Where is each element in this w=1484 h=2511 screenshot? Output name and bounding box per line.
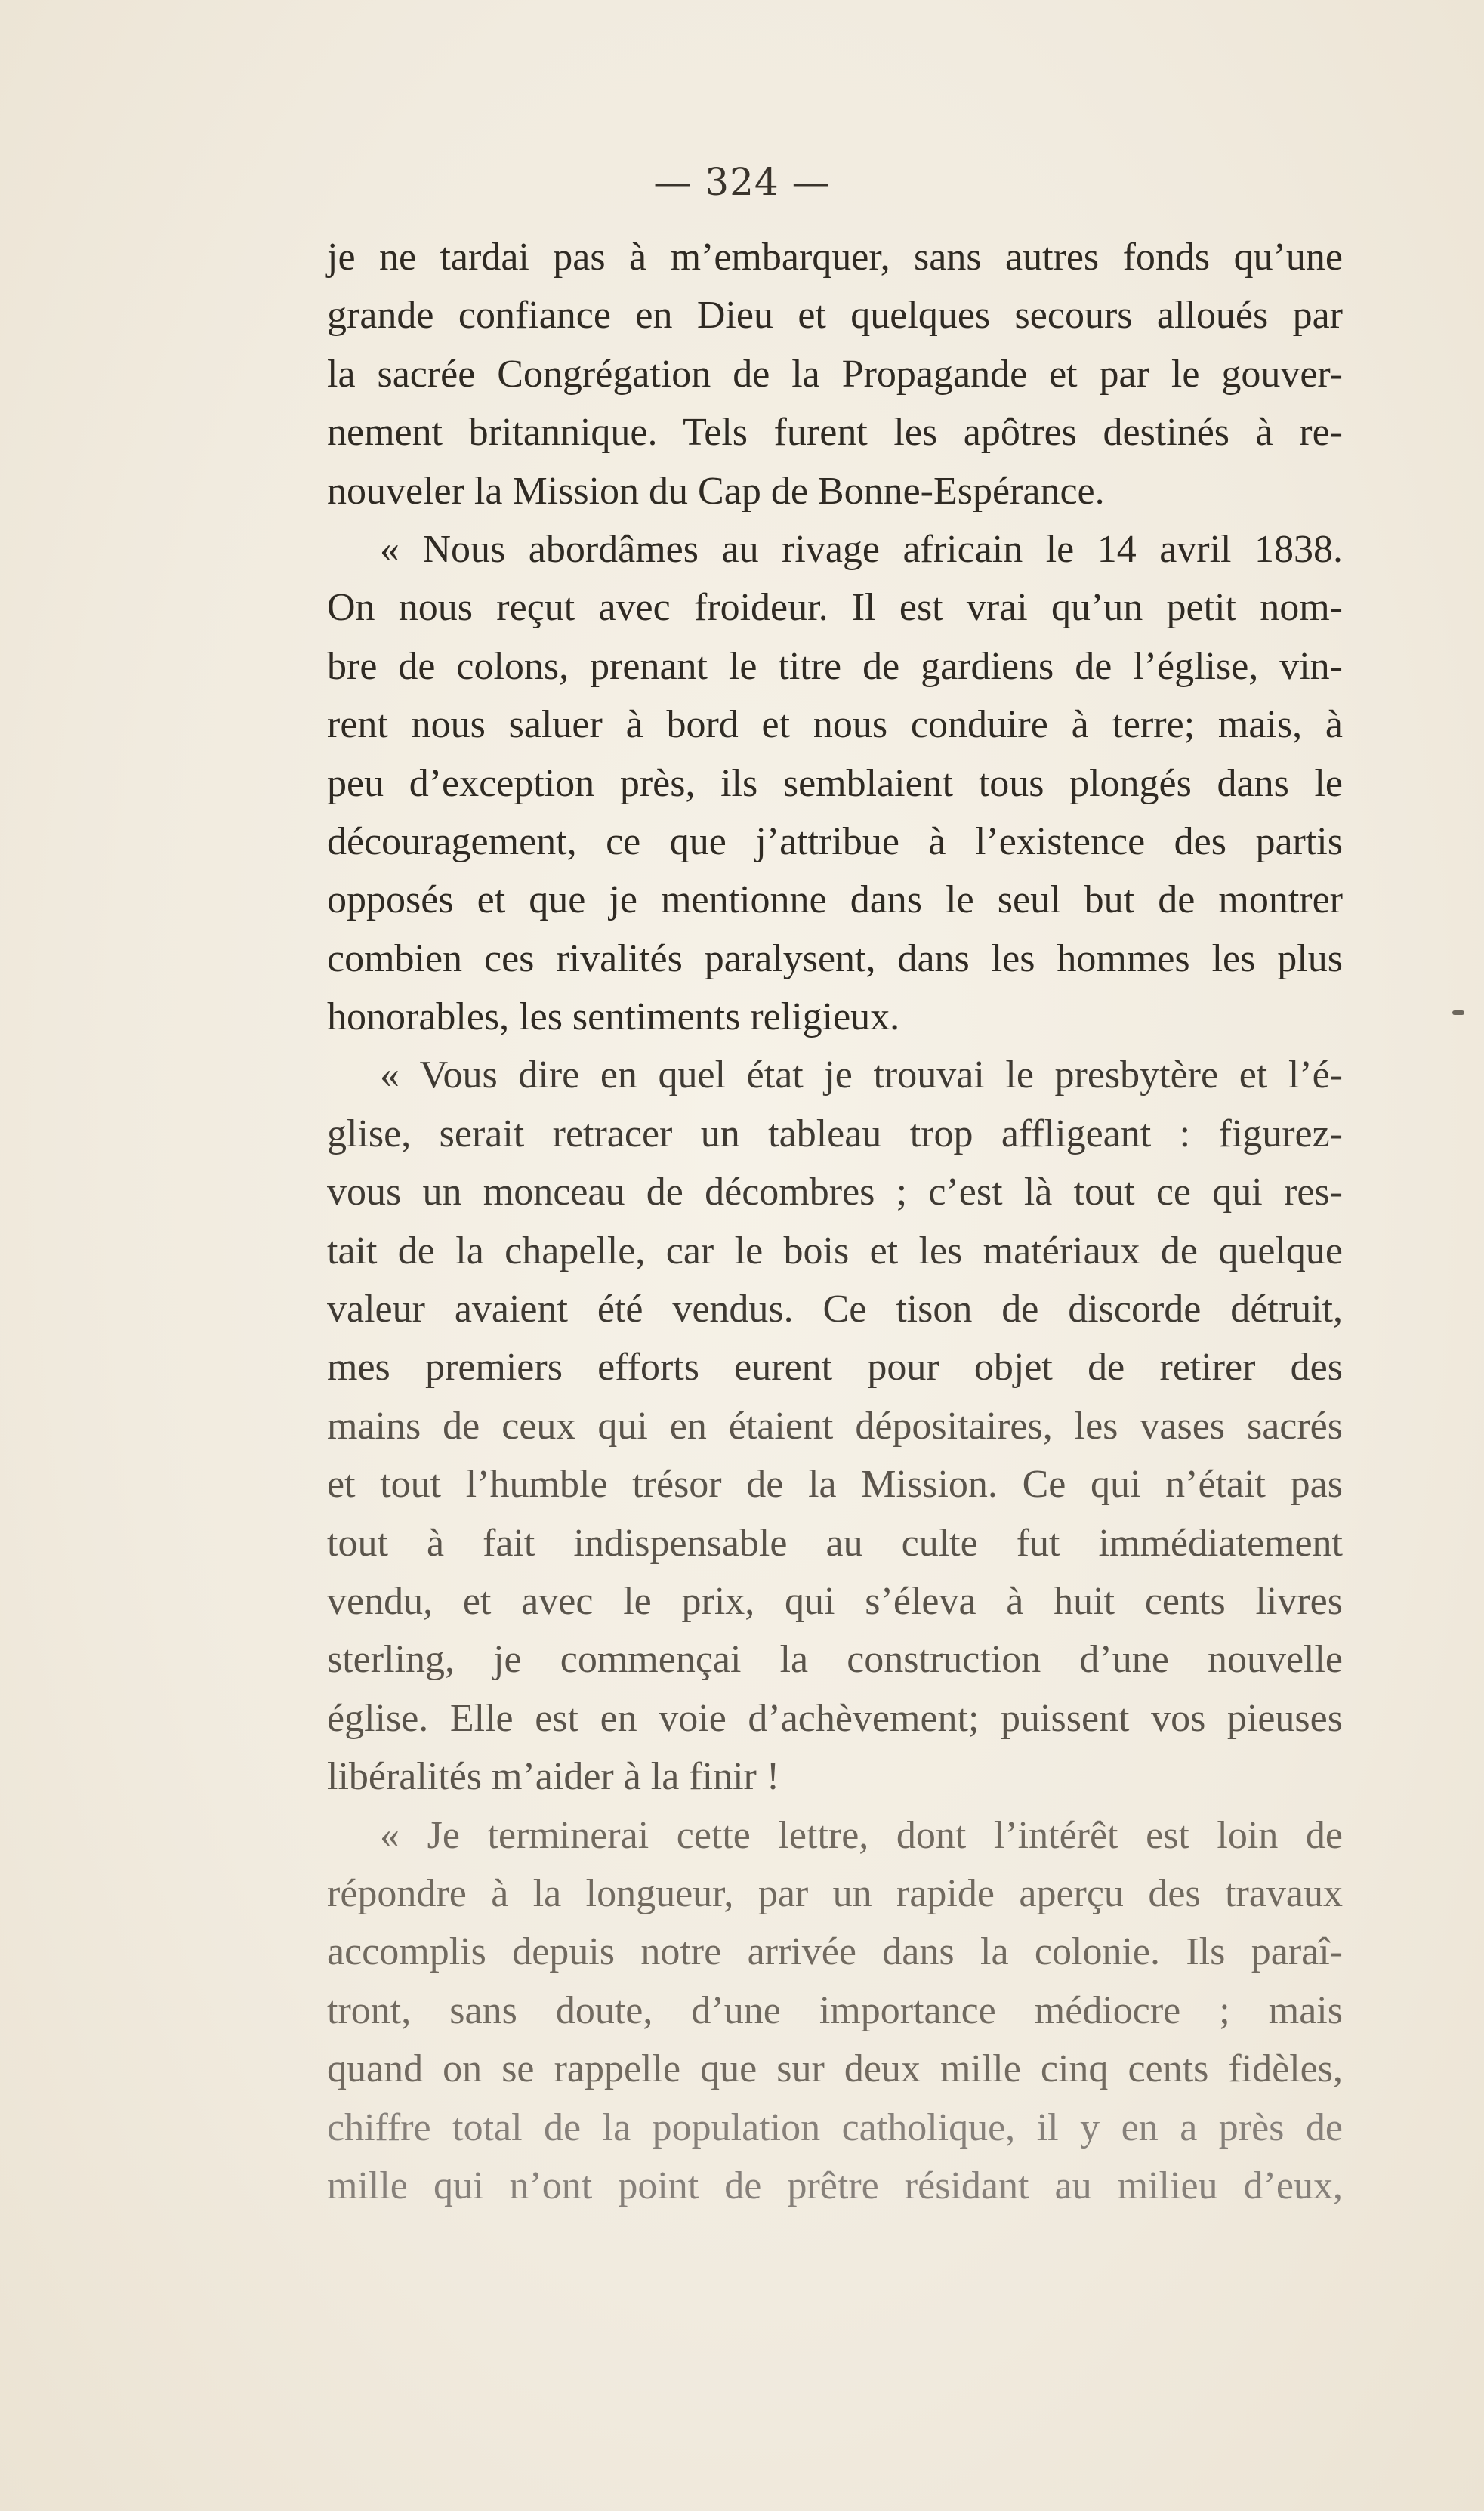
text-line: tout à fait indispensable au culte fut immédiatement bbox=[327, 1521, 1343, 1565]
text-line: grande confiance en Dieu et quelques secours alloués par bbox=[327, 294, 1343, 338]
text-line: sterling, je commençai la construction d’une nouvelle bbox=[327, 1638, 1343, 1682]
text-line: valeur avaient été vendus. Ce tison de discorde détruit, bbox=[327, 1288, 1343, 1331]
text-line: vendu, et avec le prix, qui s’éleva à huit cents livres bbox=[327, 1579, 1343, 1623]
text-line: tait de la chapelle, car le bois et les matériaux de quelque bbox=[327, 1229, 1343, 1272]
text-line: libéralités m’aider à la finir ! bbox=[327, 1755, 780, 1799]
text-line: « Nous abordâmes au rivage africain le 14 avril 1838. bbox=[380, 527, 1343, 571]
text-line: église. Elle est en voie d’achèvement; puissent vos pieuses bbox=[327, 1696, 1343, 1740]
body-text bbox=[327, 228, 1343, 2215]
text-line: quand on se rappelle que sur deux mille cinq cents fidèles, bbox=[327, 2047, 1343, 2091]
text-line: et tout l’humble trésor de la Mission. Ce qui n’était pas bbox=[327, 1463, 1343, 1507]
text-line: peu d’exception près, ils semblaient tous plongés dans le bbox=[327, 761, 1343, 805]
text-line: mille qui n’ont point de prêtre résidant au milieu d’eux, bbox=[327, 2164, 1343, 2207]
text-line: bre de colons, prenant le titre de gardiens de l’église, vin- bbox=[327, 644, 1343, 688]
text-line: « Je terminerai cette lettre, dont l’intérêt est loin de bbox=[380, 1813, 1343, 1857]
text-line: rent nous saluer à bord et nous conduire à terre; mais, à bbox=[327, 703, 1343, 747]
text-line: tront, sans doute, d’une importance médiocre ; mais bbox=[327, 1988, 1343, 2032]
margin-ink-mark bbox=[1452, 1010, 1464, 1015]
text-line: glise, serait retracer un tableau trop affligeant : figurez- bbox=[327, 1112, 1343, 1155]
text-line: combien ces rivalités paralysent, dans les hommes les plus bbox=[327, 936, 1343, 980]
text-line: mains de ceux qui en étaient dépositaires, les vases sacrés bbox=[327, 1404, 1343, 1448]
text-line: vous un monceau de décombres ; c’est là tout ce qui res- bbox=[327, 1171, 1343, 1214]
text-line: découragement, ce que j’attribue à l’existence des partis bbox=[327, 819, 1343, 863]
text-line: chiffre total de la population catholique, il y en a près de bbox=[327, 2105, 1343, 2149]
text-line: honorables, les sentiments religieux. bbox=[327, 995, 900, 1039]
text-line: nouveler la Mission du Cap de Bonne-Espérance. bbox=[327, 469, 1105, 513]
text-line: opposés et que je mentionne dans le seul but de montrer bbox=[327, 878, 1343, 922]
text-line: On nous reçut avec froideur. Il est vrai qu’un petit nom- bbox=[327, 586, 1343, 630]
text-line: accomplis depuis notre arrivée dans la colonie. Ils paraî- bbox=[327, 1930, 1343, 1974]
text-line: mes premiers efforts eurent pour objet de retirer des bbox=[327, 1346, 1343, 1390]
text-line: nement britannique. Tels furent les apôtres destinés à re- bbox=[327, 411, 1343, 455]
text-line: je ne tardai pas à m’embarquer, sans autres fonds qu’une bbox=[327, 236, 1343, 279]
text-line: répondre à la longueur, par un rapide aperçu des travaux bbox=[327, 1871, 1343, 1915]
page-number: — 324 — bbox=[653, 160, 831, 204]
text-line: « Vous dire en quel état je trouvai le presbytère et l’é- bbox=[380, 1053, 1343, 1097]
text-line: la sacrée Congrégation de la Propagande et par le gouver- bbox=[327, 352, 1343, 396]
